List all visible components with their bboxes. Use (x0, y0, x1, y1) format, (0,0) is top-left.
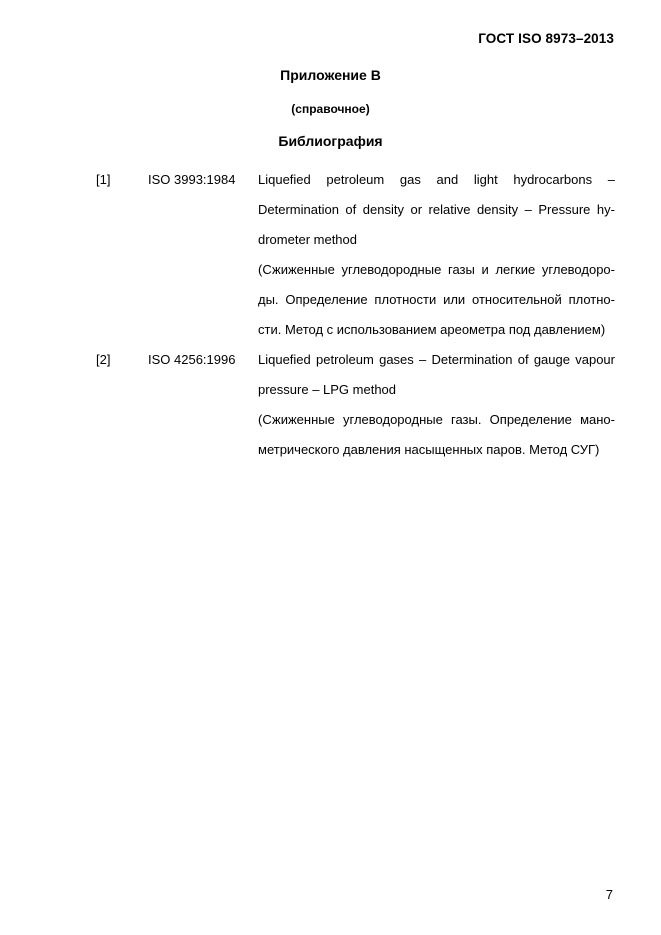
reference-body (258, 165, 615, 345)
reference-code: ISO 4256:1996 (148, 352, 236, 367)
bibliography-entry (96, 345, 615, 465)
reference-title-russian: (Сжиженные углеводородные газы. Определение манометрического давления насыщенных паров. Метод СУГ) (258, 412, 615, 457)
bibliography-entry (96, 165, 615, 345)
annex-title: Приложение В (280, 67, 381, 83)
reference-number: [2] (96, 352, 111, 367)
reference-code: ISO 3993:1984 (148, 172, 236, 187)
page-number: 7 (605, 887, 613, 902)
reference-body (258, 345, 615, 465)
reference-number: [1] (96, 172, 111, 187)
bibliography-title: Библиография (278, 133, 383, 149)
reference-title-english: Liquefied petroleum gases – Determination of gauge vapour pressure – LPG method (258, 352, 615, 397)
annex-subtitle: (справочное) (291, 102, 370, 116)
document-header-standard-id: ГОСТ ISO 8973–2013 (478, 31, 614, 46)
reference-title-russian: (Сжиженные углеводородные газы и легкие углеводороды. Определение плотности или относительной плотности. Метод с использованием ареометра под давлением) (258, 262, 615, 337)
bibliography-list (96, 165, 615, 465)
reference-title-english: Liquefied petroleum gas and light hydrocarbons – Determination of density or relative density – Pressure hydrometer method (258, 172, 615, 247)
